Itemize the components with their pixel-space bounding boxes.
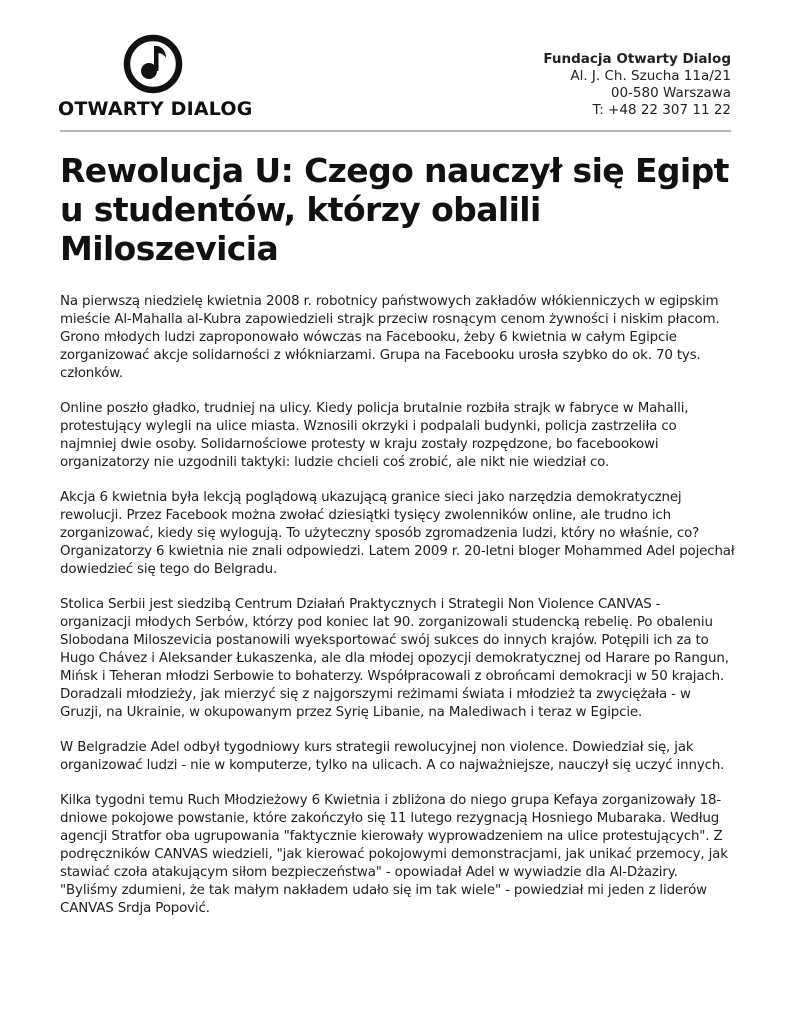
otwarty-dialog-logo — [58, 34, 253, 124]
address-street: Al. J. Ch. Szucha 11a/21 — [570, 68, 731, 84]
paragraph: Stolica Serbii jest siedzibą Centrum Działań Praktycznych i Strategii Non Violence CANVAS - organizacji młodych Serbów, którzy pod koniec lat 90. zorganizowali studencką rebelię. Po obaleniu Slobodana Miloszevicia postanowili wyeksportować swój sukces do innych krajów. Potępili ich za to Hugo Chávez i Aleksander Łukaszenka, ale dla młodej opozycji demokratycznej od Harare po Rangun, Mińsk i Teheran młodzi Serbowie to bohaterzy. Współpracowali z obrońcami demokracji w 50 krajach. Doradzali młodzieży, jak mierzyć się z najgorszymi reżimami świata i młodzież ta zwyciężała - w Gruzji, na Ukrainie, w okupowanym przez Syrię Libanie, na Malediwach i teraz w Egipcie. — [60, 597, 729, 720]
paragraph: Online poszło gładko, trudniej na ulicy. Kiedy policja brutalnie rozbiła strajk w fabryce w Mahalli, protestujący wylegli na ulice miasta. Wznosili okrzyki i podpalali budynki, policja zastrzeliła co najmniej dwie osoby. Solidarnościowe protesty w kraju zostały rozpędzone, bo facebookowi organizatorzy nie uzgodnili taktyki: ludzie chcieli coś zrobić, ale nikt nie wiedział co. — [60, 401, 689, 470]
paragraph: Akcja 6 kwietnia była lekcją poglądową ukazującą granice sieci jako narzędzia demokratycznej rewolucji. Przez Facebook można zwołać dziesiątki tysięcy zwolenników online, ale trudno ich zorganizować, kiedy się wylogują. To użyteczny sposób zgromadzenia ludzi, który no właśnie, co? Organizatorzy 6 kwietnia nie znali odpowiedzi. Latem 2009 r. 20-letni bloger Mohammed Adel pojechał dowiedzieć się tego do Belgradu. — [60, 490, 735, 577]
organization-name: Fundacja Otwarty Dialog — [543, 51, 731, 67]
header-divider — [60, 130, 731, 132]
article-body — [60, 293, 735, 935]
music-note-logo-icon — [123, 34, 183, 94]
logo-text: OTWARTY DIALOG — [58, 98, 253, 120]
address-city: 00-580 Warszawa — [610, 85, 731, 101]
phone-number: T: +48 22 307 11 22 — [592, 102, 731, 118]
paragraph: Na pierwszą niedzielę kwietnia 2008 r. robotnicy państwowych zakładów włókienniczych w egipskim mieście Al-Mahalla al-Kubra zapowiedzieli strajk przeciw rosnącym cenom żywności i niskim płacom. Grono młodych ludzi zaproponowało wówczas na Facebooku, żeby 6 kwietnia w całym Egipcie zorganizować akcje solidarności z włókniarzami. Grupa na Facebooku urosła szybko do ok. 70 tys. członków. — [60, 294, 720, 381]
paragraph: Kilka tygodni temu Ruch Młodzieżowy 6 Kwietnia i zbliżona do niego grupa Kefaya zorganizowały 18-dniowe pokojowe powstanie, które zakończyło się 11 lutego rezygnacją Hosniego Mubaraka. Według agencji Stratfor oba ugrupowania "faktycznie kierowały wyprowadzeniem na ulice protestujących". Z podręczników CANVAS wiedzieli, "jak kierować pokojowymi demonstracjami, jak unikać przemocy, jak stawiać czoła atakującym siłom bezpieczeństwa" - opowiadał Adel w wywiadzie dla Al-Dżaziry. "Byliśmy zdumieni, że tak małym nakładem udało się im tak wiele" - powiedział mi jeden z liderów CANVAS Srdja Popović. — [60, 793, 728, 916]
organization-address — [543, 51, 731, 119]
paragraph: W Belgradzie Adel odbył tygodniowy kurs strategii rewolucyjnej non violence. Dowiedział się, jak organizować ludzi - nie w komputerze, tylko na ulicach. A co najważniejsze, nauczył się uczyć innych. — [60, 740, 725, 773]
article-title: Rewolucja U: Czego nauczył się Egipt u studentów, którzy obalili Miloszevicia — [60, 151, 729, 268]
